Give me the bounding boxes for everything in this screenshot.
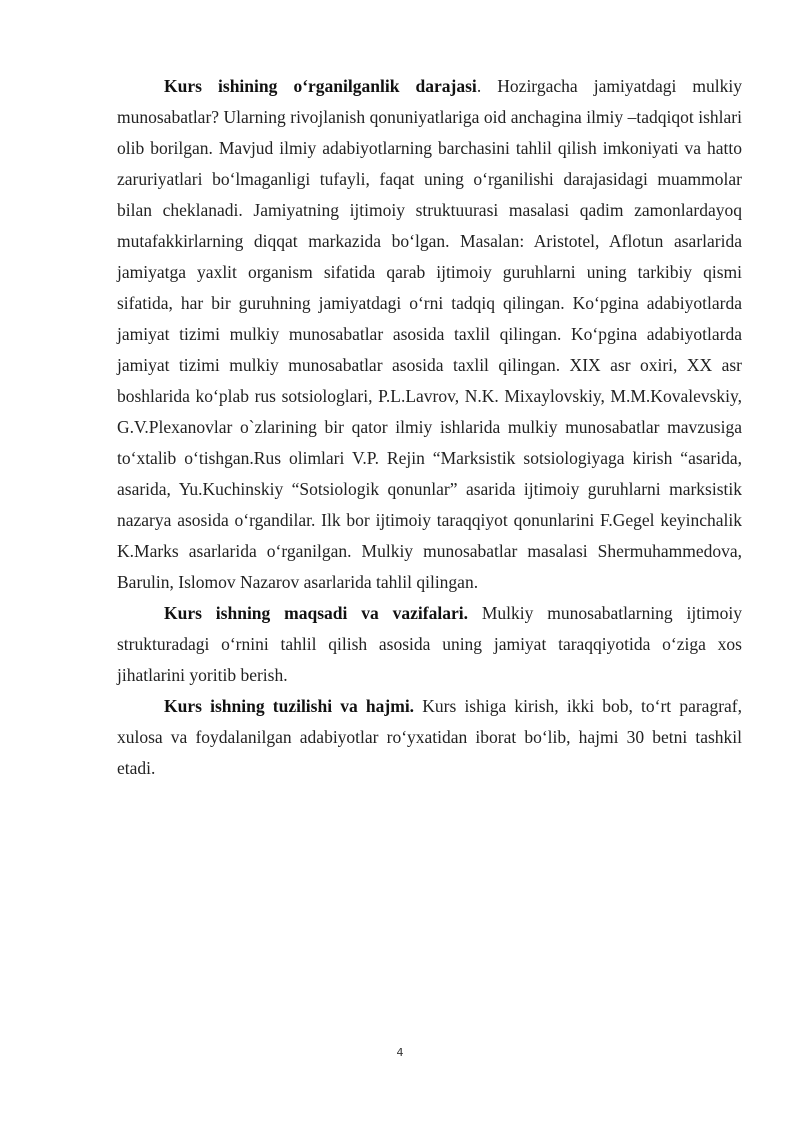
document-body — [117, 71, 742, 784]
text-goals: Mulkiy munosabatlarning ijtimoiy strukturadagi o‘rnini tahlil qilish asosida uning jamiyat taraqqiyotida o‘ziga xos jihatlarini yoritib berish. — [117, 603, 742, 685]
heading-goals: Kurs ishning maqsadi va vazifalari. — [164, 603, 468, 623]
heading-structure: Kurs ishning tuzilishi va hajmi. — [164, 696, 415, 716]
heading-research-level: Kurs ishining o‘rganilganlik darajasi — [164, 76, 477, 96]
text-research-level: . Hozirgacha jamiyatdagi mulkiy munosabatlar? Ularning rivojlanish qonuniyatlariga oid anchagina ilmiy –tadqiqot ishlari olib borilgan. Mavjud ilmiy adabiyotlarning barchasini tahlil qilish imkoniyati va hatto zaruriyatlari bo‘lmaganligi tufayli, faqat uning o‘rganilishi darajasidagi muammolar bilan cheklanadi. Jamiyatning ijtimoiy struktuurasi masalasi qadim zamonlardayoq mutafakkirlarning diqqat markazida bo‘lgan. Masalan: Aristotel, Aflotun asarlarida jamiyatga yaxlit organism sifatida qarab ijtimoiy guruhlarni uning tarkibiy qismi sifatida, har bir guruhning jamiyatdagi o‘rni tadqiq qilingan. Ko‘pgina adabiyotlarda jamiyat tizimi mulkiy munosabatlar asosida taxlil qilingan. Ko‘pgina adabiyotlarda jamiyat tizimi mulkiy munosabatlar asosida taxlil qilingan. XIX asr oxiri, XX asr boshlarida ko‘plab rus sotsiologlari, P.L.Lavrov, N.K. Mixaylovskiy, M.M.Kovalevskiy, G.V.Plexanovlar o`zlarining bir qator ilmiy ishlarida mulkiy munosabatlar mavzusiga to‘xtalib o‘tishgan.Rus olimlari V.P. Rejin “Marksistik sotsiologiyaga kirish “asarida, asarida, Yu.Kuchinskiy “Sotsiologik qonunlar” asarida ijtimoiy guruhlarni marksistik nazarya asosida o‘rgandilar. Ilk bor ijtimoiy taraqqiyot qonunlarini F.Gegel keyinchalik K.Marks asarlarida o‘rganilgan. Mulkiy munosabatlar masalasi Shermuhammedova, Barulin, Islomov Nazarov asarlarida tahlil qilingan. — [117, 76, 743, 592]
page-number: 4 — [396, 1046, 404, 1059]
text-structure: Kurs ishiga kirish, ikki bob, to‘rt paragraf, xulosa va foydalanilgan adabiyotlar ro‘yxatidan iborat bo‘lib, hajmi 30 betni tashkil etadi. — [117, 696, 742, 778]
paragraph-structure — [117, 691, 742, 784]
paragraph-goals — [117, 598, 742, 691]
paragraph-research-level — [117, 71, 742, 598]
